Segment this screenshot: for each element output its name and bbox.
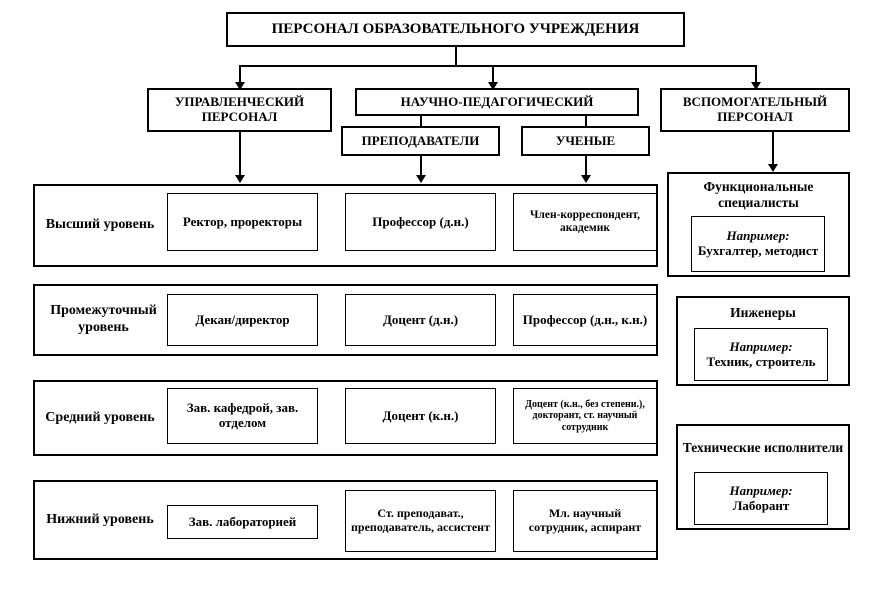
cell-intermediate-managerial: Декан/директор [167,294,318,346]
auxiliary-group-2-example-value: Лаборант [732,497,790,513]
chart-title: ПЕРСОНАЛ ОБРАЗОВАТЕЛЬНОГО УЧРЕЖДЕНИЯ [271,20,640,37]
auxiliary-group-1-example-value: Техник, строитель [706,353,816,369]
connector-title-down [455,47,457,65]
auxiliary-group-1-example-box [694,328,828,381]
cell-intermediate-teachers: Доцент (д.н.) [345,294,496,346]
arrow-managerial-down [235,175,245,183]
subbranch-scientists-label: УЧЕНЫЕ [555,132,616,148]
subbranch-teachers-label: ПРЕПОДАВАТЕЛИ [361,132,480,148]
cell-lower-teachers: Ст. преподават., преподаватель, ассистент [345,490,496,552]
cell-top-scientists: Член-корреспондент, академик [513,193,657,251]
cell-top-teachers: Профессор (д.н.) [345,193,496,251]
auxiliary-group-2-example-box [694,472,828,525]
branch-managerial-label: УПРАВЛЕНЧЕСКИЙ ПЕРСОНАЛ [174,94,305,124]
connector-title-bus [239,65,755,67]
auxiliary-group-1-example-label: Например: [729,338,793,354]
connector-sci-to-teachers [420,116,422,126]
level-label-intermediate: Промежуточный уровень [50,303,157,335]
auxiliary-group-0-example-box [691,216,825,272]
cell-lower-managerial: Зав. лабораторией [167,505,318,539]
auxiliary-group-2-example-label: Например: [729,482,793,498]
auxiliary-group-0-title: Функциональные специалисты [703,178,814,210]
subbranch-scientists-box [521,126,650,156]
connector-sci-to-scientists [585,116,587,126]
auxiliary-group-2-title: Технические исполнители [682,439,844,455]
branch-auxiliary-label: ВСПОМОГАТЕЛЬНЫЙ ПЕРСОНАЛ [682,94,828,124]
arrow-teachers-down [416,175,426,183]
cell-intermediate-scientists: Профессор (д.н., к.н.) [513,294,657,346]
branch-scientific-label: НАУЧНО-ПЕДАГОГИЧЕСКИЙ [400,93,594,109]
level-label-lower: Нижний уровень [46,511,154,527]
branch-scientific-box [355,88,639,116]
arrow-auxiliary-down [768,164,778,172]
connector-managerial-down [239,132,241,180]
cell-middle-managerial: Зав. кафедрой, зав. отделом [167,388,318,444]
cell-middle-teachers: Доцент (к.н.) [345,388,496,444]
auxiliary-group-1-title: Инженеры [730,304,796,320]
cell-middle-scientists: Доцент (к.н., без степени.), докторант, ст. научный сотрудник [513,388,657,444]
auxiliary-group-0-example-label: Например: [726,228,790,244]
cell-lower-scientists: Мл. научный сотрудник, аспирант [513,490,657,552]
subbranch-teachers-box [341,126,500,156]
branch-auxiliary-box [660,88,850,132]
branch-managerial-box [147,88,332,132]
arrow-scientists-down [581,175,591,183]
level-label-top: Высший уровень [45,216,155,232]
auxiliary-group-0-example-value: Бухгалтер, методист [697,243,819,258]
cell-top-managerial: Ректор, проректоры [167,193,318,251]
level-label-middle: Средний уровень [45,409,155,425]
chart-title-box [226,12,685,47]
